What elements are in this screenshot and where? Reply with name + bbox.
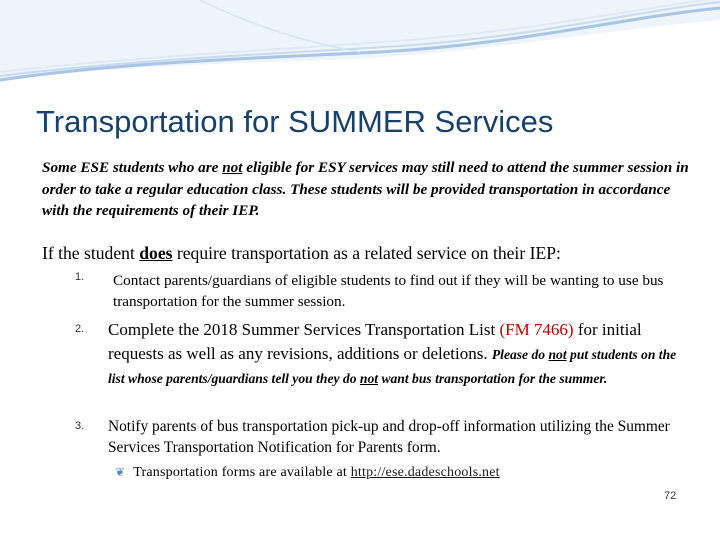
list-item-text: Contact parents/guardians of eligible students to find out if they will be wanting to use bus transportation for the summer session. bbox=[113, 272, 664, 310]
feather-bullet-icon: ❦ bbox=[115, 465, 126, 479]
list-number: 2. bbox=[75, 323, 85, 335]
list-item-text: Notify parents of bus transportation pick-up and drop-off information utilizing the Summer Services Transportation Notification for Parents form. bbox=[108, 418, 670, 456]
form-reference: (FM 7466) bbox=[499, 320, 574, 339]
emphasis-not: not bbox=[222, 159, 243, 176]
emphasis-does: does bbox=[139, 243, 173, 263]
ese-website-link[interactable]: http://ese.dadeschools.net bbox=[350, 465, 500, 480]
decorative-wave-header bbox=[0, 0, 720, 90]
list-number: 1. bbox=[75, 271, 85, 283]
list-item-note: Please do not put students on the list whose parents/guardians tell you they do not want bus transportation for the summer. bbox=[108, 347, 677, 386]
lead-sentence: If the student does require transportation as a related service on their IEP: bbox=[42, 243, 561, 263]
list-number: 3. bbox=[75, 420, 85, 432]
slide-title: Transportation for SUMMER Services bbox=[36, 104, 554, 139]
forms-availability-note: ❦ Transportation forms are available at http://ese.dadeschools.net bbox=[115, 465, 500, 480]
list-item-text: Complete the 2018 Summer Services Transportation List (FM 7466) for initial requests as well as any revisions, additions or deletions. Please do not put students on the list whose parents/guardians tell you they do not want bus transportation for the summer. bbox=[108, 320, 677, 386]
page-number: 72 bbox=[664, 490, 677, 502]
intro-paragraph: Some ESE students who are not eligible for ESY services may still need to attend the summer session in order to take a regular education class. These students will be provided transportation in accordance with the requirements of their IEP. bbox=[42, 159, 689, 219]
